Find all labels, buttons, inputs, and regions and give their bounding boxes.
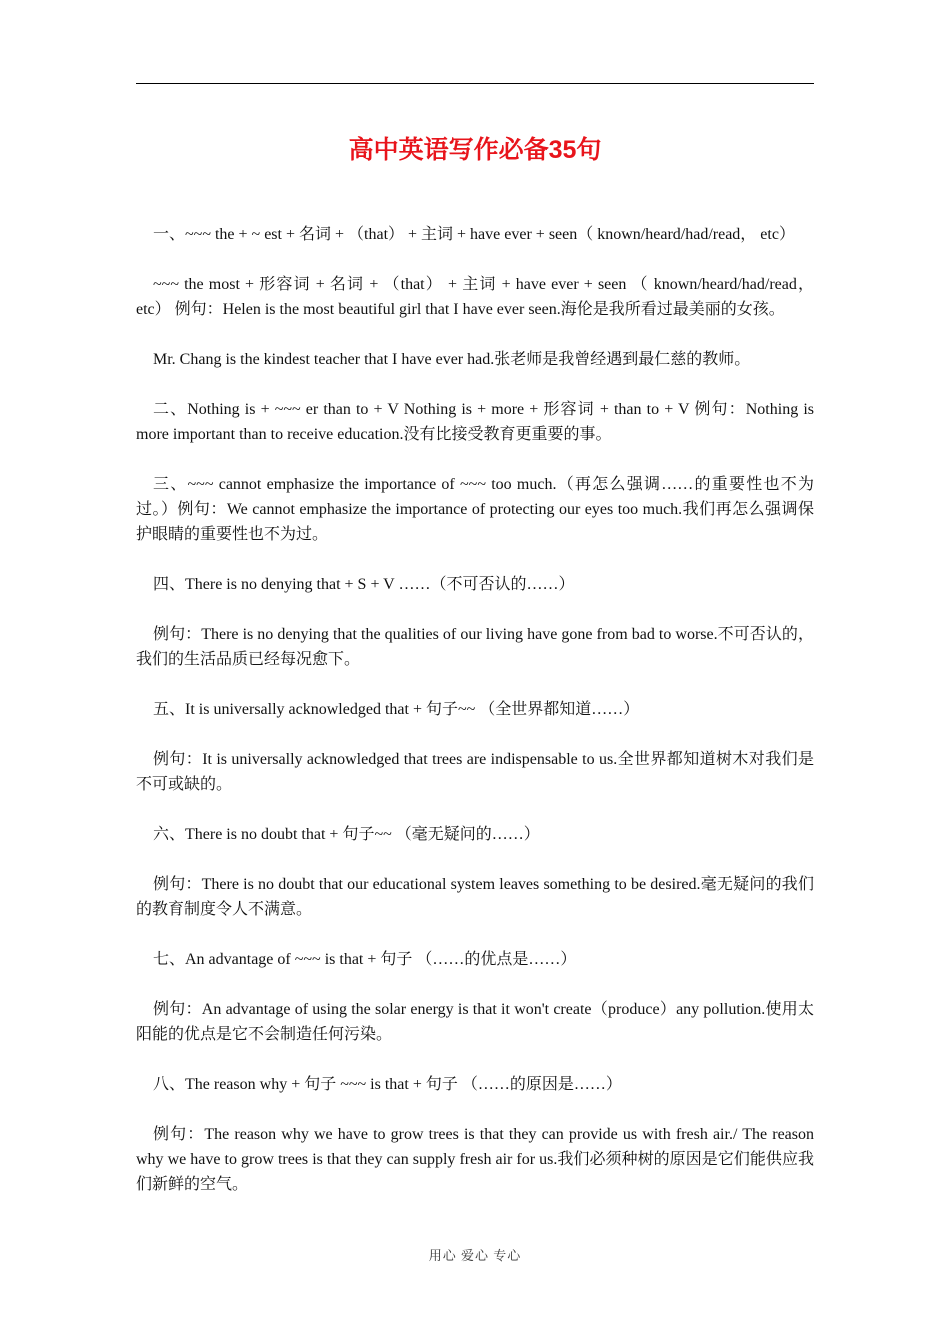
paragraph-13: 例句：An advantage of using the solar energy is that it won't create（produce）any pollution.使用太阳能的优点是它不会制造任何污染。 bbox=[136, 1001, 814, 1043]
paragraph-4: 二、Nothing is + ~~~ er than to + V Nothing is + more + 形容词 + than to + V 例句：Nothing is more important than to receive education.没有比接受教育更重要的事。 bbox=[136, 401, 814, 443]
paragraph-14: 八、The reason why + 句子 ~~~ is that + 句子 （……的原因是……） bbox=[153, 1076, 622, 1093]
page-footer: 用心 爱心 专心 bbox=[428, 1248, 522, 1263]
paragraph-5: 三、~~~ cannot emphasize the importance of ~~~ too much.（再怎么强调……的重要性也不为过。）例句：We cannot emphasize the importance of protecting our eyes too much.我们再怎么强调保护眼睛的重要性也不为过。 bbox=[136, 476, 814, 543]
paragraph-12: 七、An advantage of ~~~ is that + 句子 （……的优点是……） bbox=[153, 951, 577, 968]
document-body bbox=[136, 222, 814, 1222]
document-title: 高中英语写作必备35句 bbox=[348, 136, 602, 164]
paragraph-15: 例句：The reason why we have to grow trees is that they can provide us with fresh air./ The reason why we have to grow trees is that they can supply fresh air for us.我们必须种树的原因是它们能供应我们新鲜的空气。 bbox=[136, 1126, 814, 1193]
paragraph-1: 一、~~~ the + ~ est + 名词 + （that） + 主词 + have ever + seen（ known/heard/had/read， etc） bbox=[153, 226, 795, 243]
paragraph-7: 例句：There is no denying that the qualities of our living have gone from bad to worse.不可否认的，我们的生活品质已经每况愈下。 bbox=[136, 626, 814, 668]
paragraph-11: 例句：There is no doubt that our educational system leaves something to be desired.毫无疑问的我们的教育制度令人不满意。 bbox=[136, 876, 814, 918]
paragraph-10: 六、There is no doubt that + 句子~~ （毫无疑问的……） bbox=[153, 826, 540, 843]
header-rule bbox=[136, 83, 814, 84]
paragraph-6: 四、There is no denying that + S + V ……（不可否认的……） bbox=[153, 576, 575, 593]
paragraph-2: ~~~ the most + 形容词 + 名词 + （that） + 主词 + have ever + seen （ known/heard/had/read，etc） 例句：Helen is the most beautiful girl that I have ever seen.海伦是我所看过最美丽的女孩。 bbox=[136, 276, 814, 318]
paragraph-8: 五、It is universally acknowledged that + 句子~~ （全世界都知道……） bbox=[153, 701, 640, 718]
paragraph-3: Mr. Chang is the kindest teacher that I have ever had.张老师是我曾经遇到最仁慈的教师。 bbox=[153, 351, 751, 368]
paragraph-9: 例句：It is universally acknowledged that trees are indispensable to us.全世界都知道树木对我们是不可或缺的。 bbox=[136, 751, 814, 793]
